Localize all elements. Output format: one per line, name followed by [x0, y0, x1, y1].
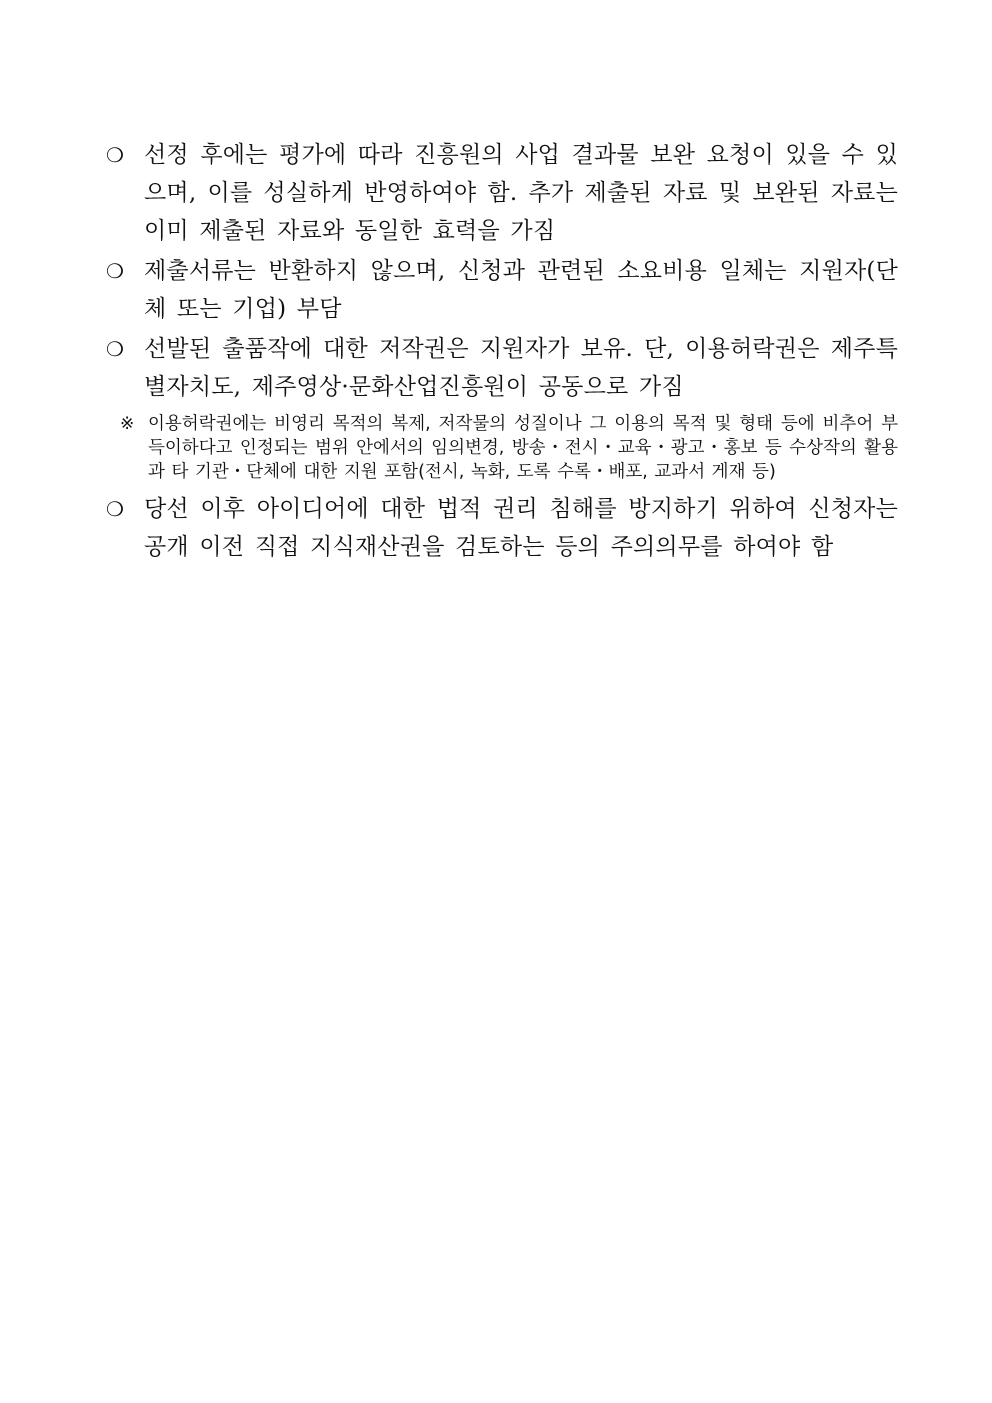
- reference-mark-icon: ※: [120, 414, 135, 434]
- circle-bullet-icon: ❍: [106, 497, 125, 521]
- list-item-text: 당선 이후 아이디어에 대한 법적 권리 침해를 방지하기 위하여 신청자는 공개 이전 직접 지식재산권을 검토하는 등의 주의의무를 하여야 함: [144, 496, 898, 560]
- document-body: [106, 136, 898, 568]
- list-item: [106, 490, 898, 566]
- footnote: [108, 412, 898, 484]
- footnote-text: 이용허락권에는 비영리 목적의 복제, 저작물의 성질이나 그 이용의 목적 및 형태 등에 비추어 부득이하다고 인정되는 범위 안에서의 임의변경, 방송・전시・교육・광고・홍보 등 수상작의 활용과 타 기관・단체에 대한 지원 포함(전시, 녹화, 도록 수록・배포, 교과서 게재 등): [148, 414, 898, 482]
- list-item: [106, 252, 898, 328]
- list-item: [106, 330, 898, 406]
- list-item: [106, 136, 898, 250]
- list-item-text: 제출서류는 반환하지 않으며, 신청과 관련된 소요비용 일체는 지원자(단체 또는 기업) 부담: [144, 258, 898, 322]
- list-item-text: 선발된 출품작에 대한 저작권은 지원자가 보유. 단, 이용허락권은 제주특별자치도, 제주영상·문화산업진흥원이 공동으로 가짐: [144, 336, 898, 400]
- list-item-text: 선정 후에는 평가에 따라 진흥원의 사업 결과물 보완 요청이 있을 수 있으며, 이를 성실하게 반영하여야 함. 추가 제출된 자료 및 보완된 자료는 이미 제출된 자료와 동일한 효력을 가짐: [144, 142, 898, 244]
- circle-bullet-icon: ❍: [106, 259, 125, 283]
- circle-bullet-icon: ❍: [106, 143, 125, 167]
- circle-bullet-icon: ❍: [106, 337, 125, 361]
